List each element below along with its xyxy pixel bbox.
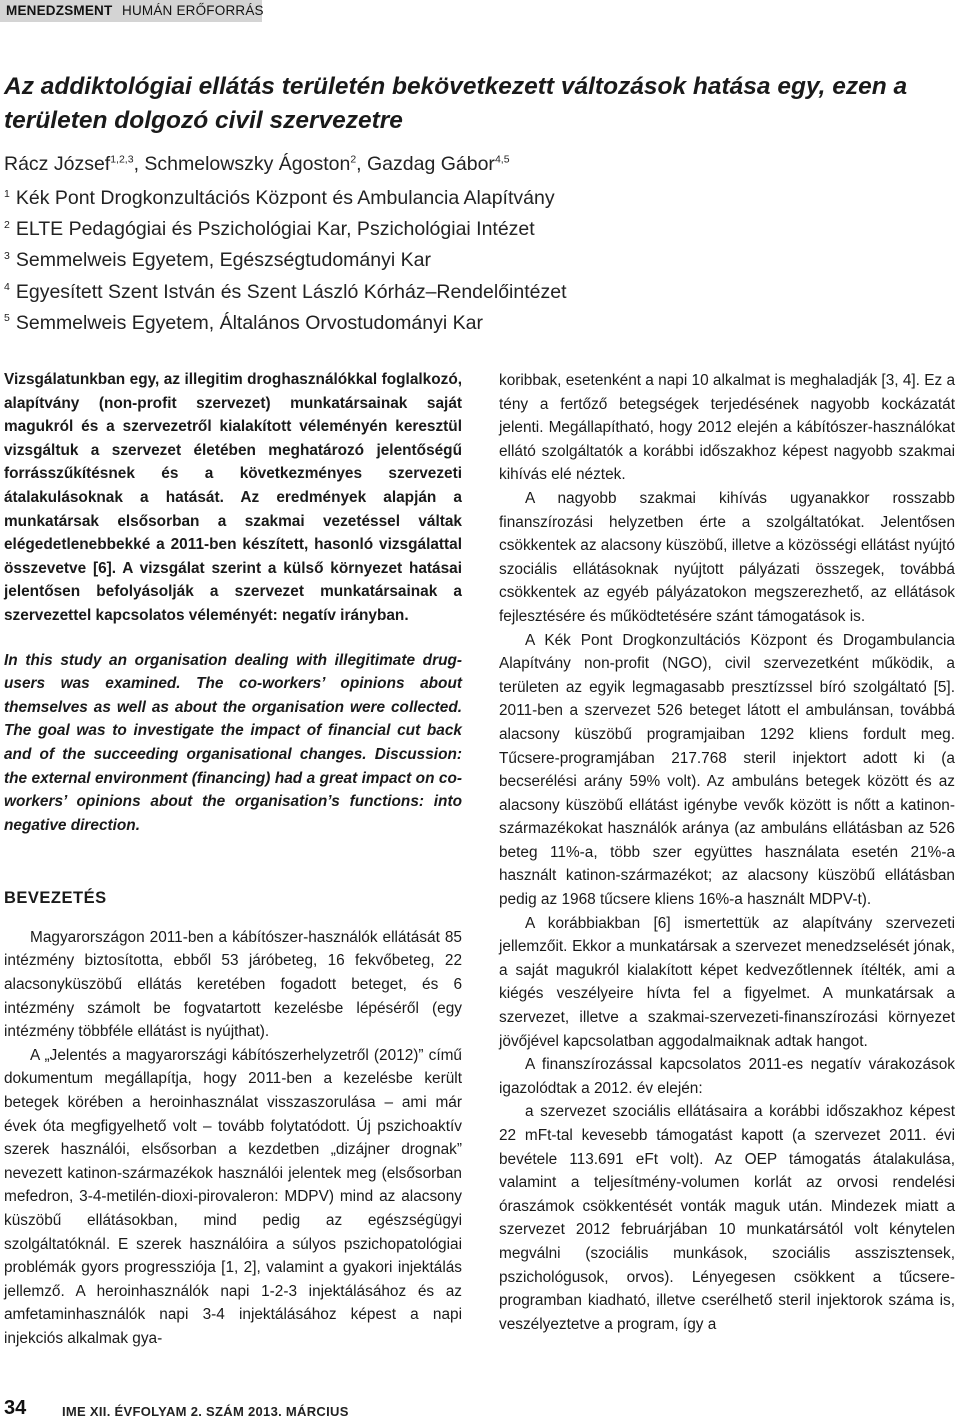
affiliation-item <box>4 183 954 214</box>
page-header <box>0 0 960 24</box>
author-name: Rácz József <box>4 153 111 175</box>
body-paragraph: A finanszírozással kapcsolatos 2011-es negatív várakozások igazolódtak a 2012. év elején: <box>499 1056 955 1097</box>
page-number: 34 <box>4 1397 27 1419</box>
section-heading-introduction: BEVEZETÉS <box>4 889 107 908</box>
author-affiliation-sup: 4,5 <box>494 153 510 166</box>
affiliation-item <box>4 277 954 308</box>
author-affiliation-sup: 1,2,3 <box>110 153 134 166</box>
body-paragraph: Magyarországon 2011-ben a kábítószer-használók ellátását 85 intézmény biztosította, ebből 53 járóbeteg, 16 fekvőbeteg, 22 alacsonyküszöbű ellátás keretében fogadott beteget, és 6 intézmény számolt be fogvatartott kezelésbe lépéséről (egy intézmény többféle ellátást is nyújthat). <box>4 928 462 1041</box>
affiliation-item <box>4 308 954 339</box>
affiliation-number: 5 <box>4 312 10 325</box>
affiliation-text: Egyesített Szent István és Szent László Kórház–Rendelőintézet <box>15 280 567 303</box>
article-title: Az addiktológiai ellátás területén bekövetkezett változások hatása egy, ezen a területen dolgozó civil szervezetre <box>4 73 908 134</box>
affiliation-number: 3 <box>4 249 10 262</box>
left-column <box>4 368 462 1351</box>
affiliation-item <box>4 214 954 245</box>
body-paragraph: a szervezet szociális ellátásaira a korábbi időszakhoz képest 22 mFt-tal kevesebb támogatást kapott (a szervezet 2011. évi bevétele 113.691 eFt volt). Az OEP támogatás átalakulása, valamint a teljesítmény-volumen korlát az orvosi rendelési óraszámok csökkentését vonták maguk után. Mindezek miatt a szervezet 2012 februárjában 10 munkatársától volt kénytelen megválni (szociális munkások, szociális asszisztensek, pszichológusok, orvos). Lényegesen csökkent a tűcsere-programban kiadható, illetve cserélhető steril injektorok száma is, veszélyeztetve a program, így a <box>499 1103 955 1333</box>
abstract-english: In this study an organisation dealing with illegitimate drug-users was examined. The co-workers’ opinions about themselves as well as about the organisation were collected. The goal was to investigate the impact of financial cut back and of the succeeding organisational changes. Discussion: the external environment (financing) had a great impact on co-workers’ opinions about the organisation’s functions: into negative direction. <box>4 651 462 834</box>
body-paragraph: A nagyobb szakmai kihívás ugyanakkor rosszabb finanszírozási helyzetben érte a szolgáltatókat. Jelentősen csökkentek az alacsony küszöbű, illetve a közösségi ellátást nyújtó szociális ellátásoknak nyújtott pályázati összegek, továbbá csökkentek az egyéb pályázatokon megszerezhető, az ellátások fejlesztésére és működtetésére szánt támogatások is. <box>499 489 955 625</box>
affiliation-list <box>4 183 954 339</box>
body-paragraph: A „Jelentés a magyarországi kábítószerhelyzetről (2012)” című dokumentum megállapítja, hogy 2011-ben a kezelésbe került betegek körében a heroinhasználat visszaszorulása – ami már évek óta megfigyelhető volt – tovább folytatódott. Új pszichoaktív szerek használói, elsősorban a kezdetben „dizájner drognak” nevezett katinon-származékok használói jelentek meg (elsősorban mefedron, 3-4-metilén-dioxi-pirovaleron: MDPV) mind az alacsony küszöbű ellátásokban, mind pedig az egészségügyi szolgáltatóknál. E szerek használóira a súlyos pszichopatológiai problémák gyors progressziója [1, 2], valamint a gyakori injektálás jellemző. A heroinhasználók napi 1-2-3 injektálásához és az amfetaminhasználók napi 3-4 injektálásához képest a napi injekciós alkalmak gya- <box>4 1046 462 1347</box>
affiliation-text: ELTE Pedagógiai és Pszichológiai Kar, Pszichológiai Intézet <box>15 218 535 241</box>
author-separator: , <box>356 153 368 175</box>
abstract-hungarian: Vizsgálatunkban egy, az illegitim droghasználókkal foglalkozó, alapítvány (non-profit szervezet) munkatársainak saját magukról és a szervezetről kialakított véleményén keresztül vizsgáltuk a szervezet életében meghatározó jelentőségű forrásszűkítésnek és a következményes szervezeti átalakulásoknak a hatását. Az eredmények alapján a munkatársak elsősorban a szakmai vezetéssel váltak elégedetlenebbekké a 2011-ben készített, hasonló vizsgálattal összevetve [6]. A vizsgálat szerint a külső környezet hatásai jelentősen befolyásolják a szervezet munkatársainak a szervezettel kapcsolatos véleményét: negatív irányban. <box>4 371 462 624</box>
header-subsection-label: HUMÁN ERŐFORRÁS <box>122 3 264 18</box>
author-separator: , <box>133 153 145 175</box>
affiliation-number: 4 <box>4 281 10 294</box>
body-paragraph: A Kék Pont Drogkonzultációs Központ és Drogambulancia Alapítvány non-profit (NGO), civil szervezetként működik, a területen az egyik legmagasabb presztízssel bíró szolgáltató [5]. 2011-ben a szervezet 526 beteget látott el ambulánsan, továbbá alacsony küszöbű programjaiban 1292 kliens fordult meg. Tűcsere-programjában 217.768 steril injektort adott ki (a becserélési arány 59% volt). Az ambuláns betegek között és az alacsony küszöbű ellátást igénybe vevők között is nőtt a katinon-származékokat használók aránya (az ambuláns ellátásban az 526 beteg 11%-a, több szer együttes használata esetén 21%-a használt katinon-származékot; az alacsony küszöbű ellátásban pedig az 1968 tűcsere kliens 16%-a használt MDPV-t). <box>499 631 955 909</box>
author-list <box>4 151 954 177</box>
affiliation-number: 1 <box>4 187 10 200</box>
body-paragraph: A korábbiakban [6] ismertettük az alapítvány szervezeti jellemzőit. Ekkor a munkatársak a szervezet menedzselését jónak, a saját magukról kialakított képet kedvezőtlennek ítélték, ami a kiégés veszélyeire hívta fel a figyelmet. A munkatársak a szervezet, illetve a szakmai-szervezeti-finanszírozási környezet jövőjével kapcsolatban aggodalmaiknak adtak hangot. <box>499 914 955 1050</box>
page-footer <box>0 1397 960 1423</box>
affiliation-text: Kék Pont Drogkonzultációs Központ és Ambulancia Alapítvány <box>15 187 555 209</box>
journal-issue-info: IME XII. ÉVFOLYAM 2. SZÁM 2013. MÁRCIUS <box>62 1404 349 1419</box>
right-column <box>499 369 955 1336</box>
author-name: Schmelowszky Ágoston <box>144 153 351 175</box>
author-affiliation-sup: 2 <box>350 153 357 166</box>
author-name: Gazdag Gábor <box>367 153 495 175</box>
affiliation-item <box>4 245 954 276</box>
affiliation-number: 2 <box>4 218 10 231</box>
header-section-label: MENEDZSMENT <box>6 3 113 18</box>
body-paragraph: koribbak, esetenként a napi 10 alkalmat is meghaladják [3, 4]. Ez a tény a fertőző betegségek terjedésének nagyobb kockázatát jelenti. Megállapítható, hogy 2012 elején a kábítószer-használókat ellátó szolgáltatók a korábbi időszakhoz képest nagyobb szakmai kihívás elé néztek. <box>499 372 956 484</box>
affiliation-text: Semmelweis Egyetem, Egészségtudományi Kar <box>15 249 431 272</box>
affiliation-text: Semmelweis Egyetem, Általános Orvostudományi Kar <box>15 311 483 334</box>
